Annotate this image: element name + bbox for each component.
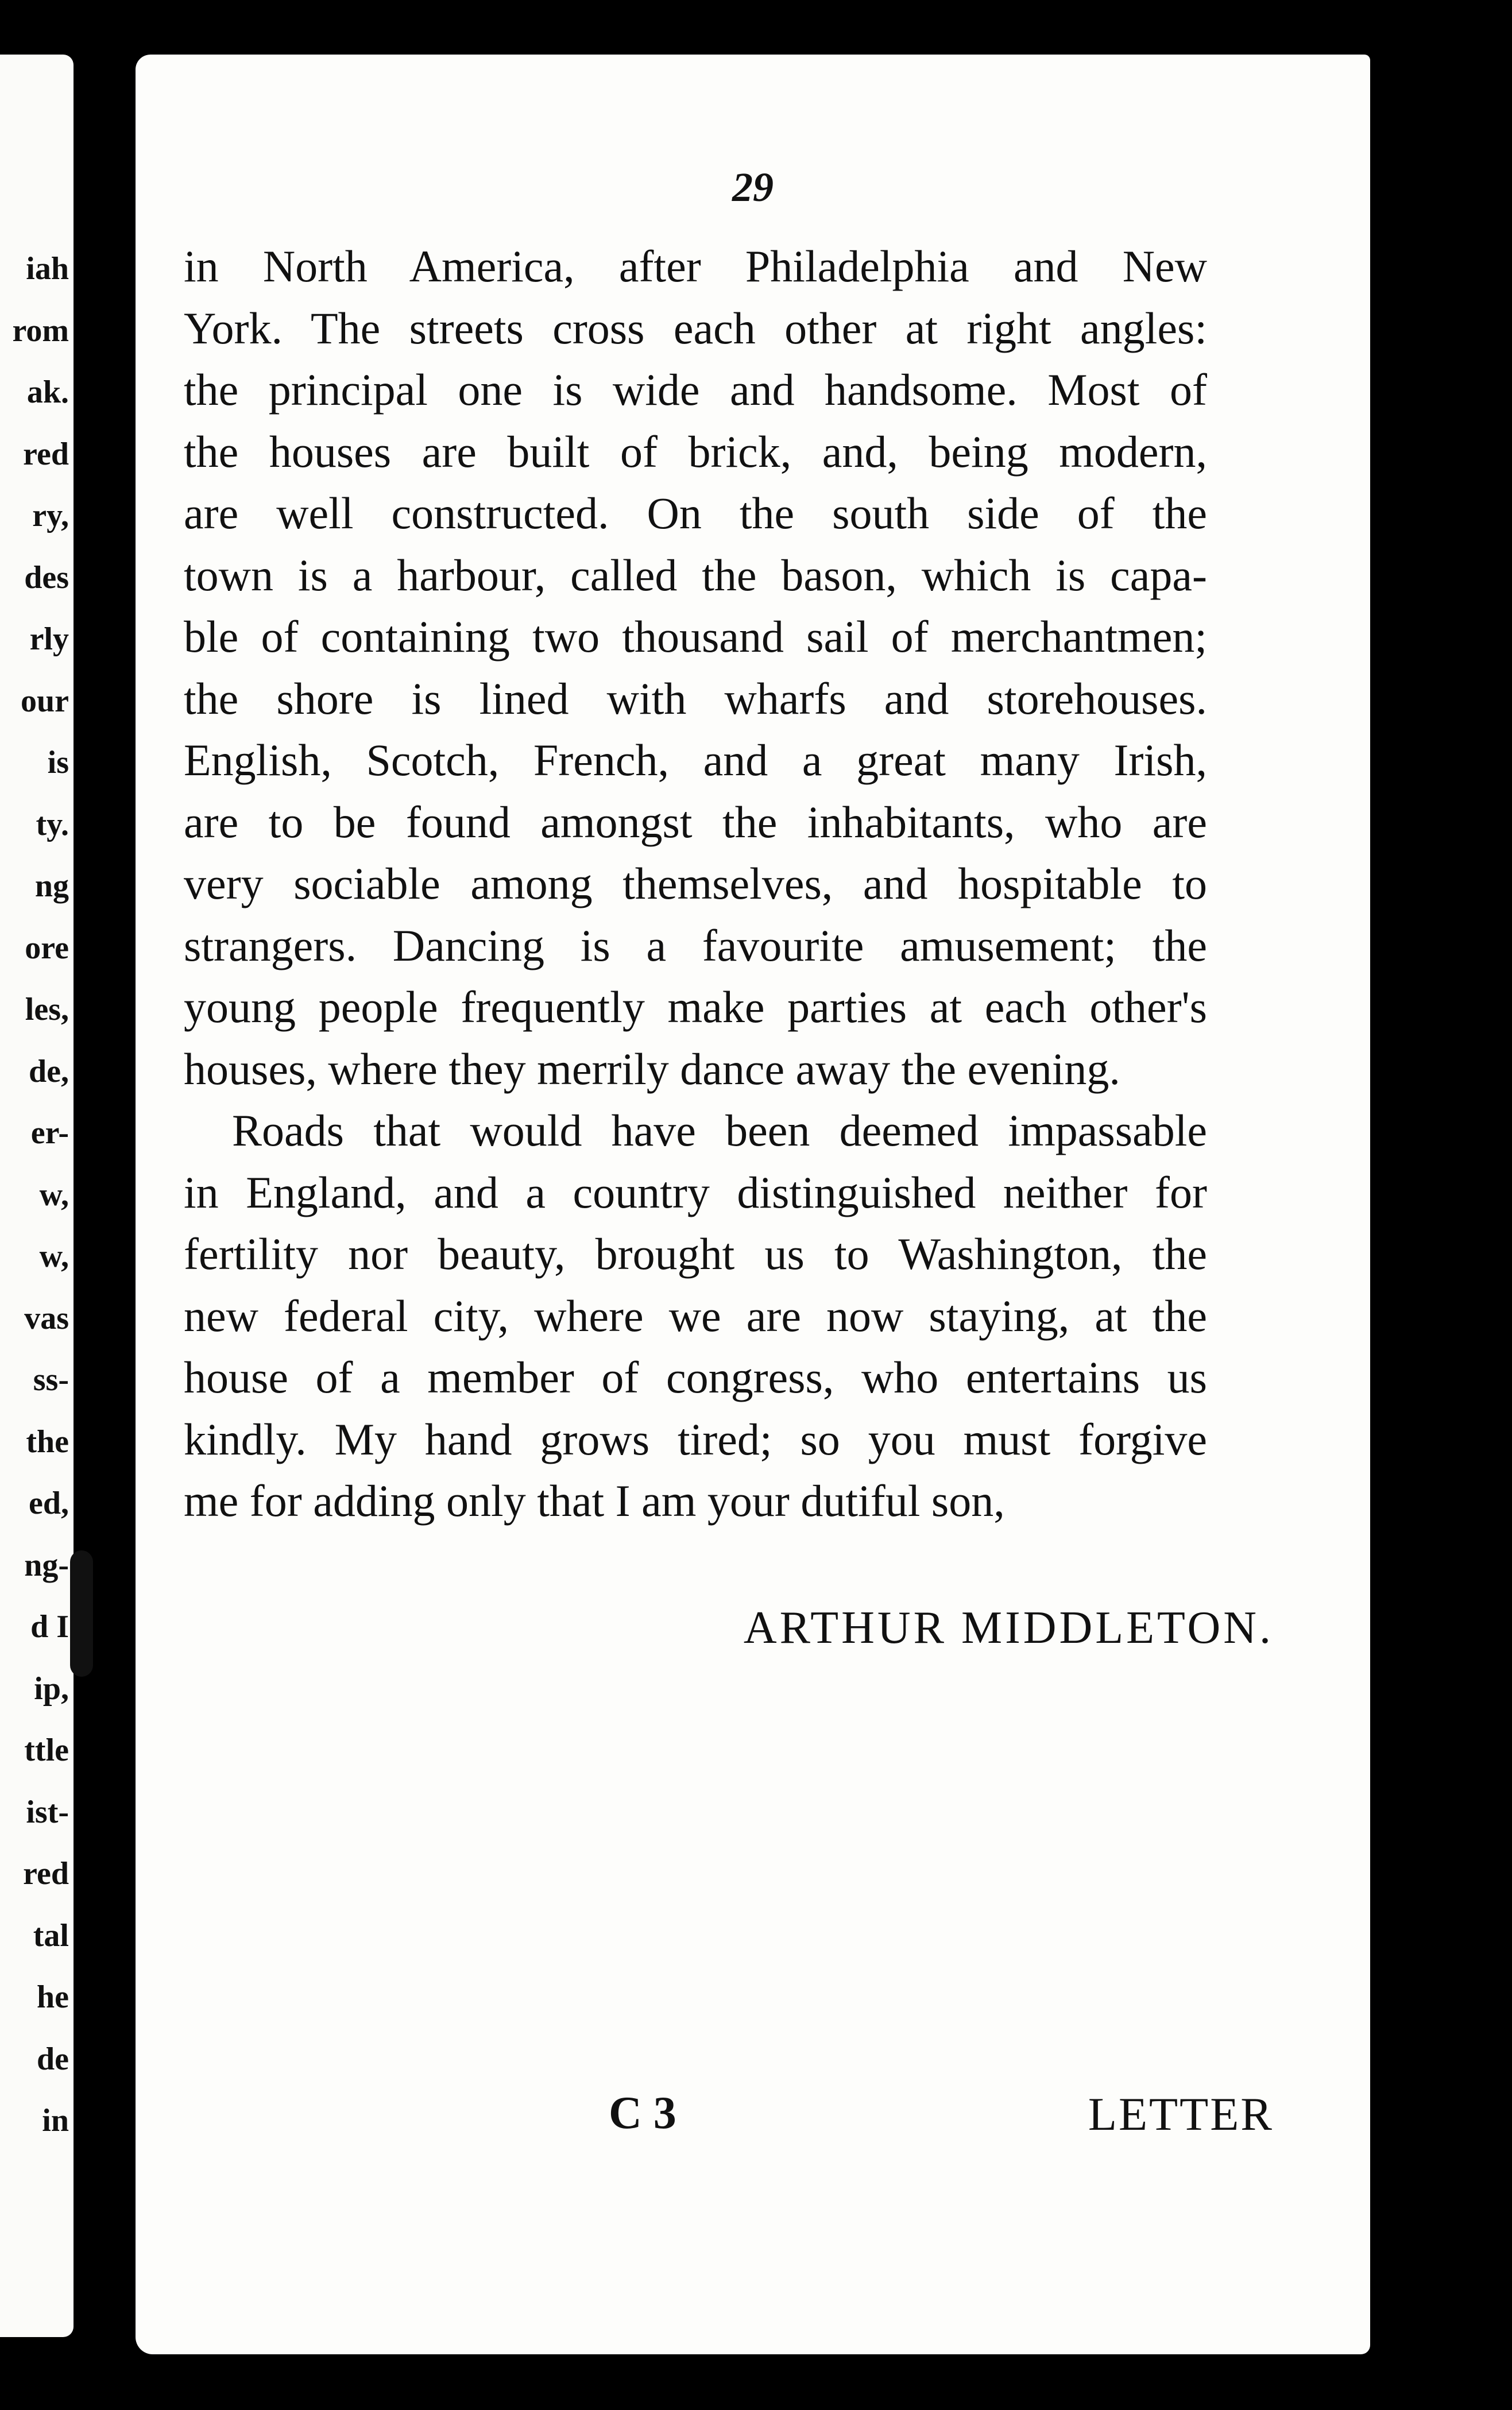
catchword: LETTER	[1088, 2088, 1274, 2140]
facing-page-line: our	[21, 683, 69, 719]
text-line: the principal one is wide and handsome. Most of	[184, 365, 1207, 415]
text-line: Roads that would have been deemed impassable	[232, 1105, 1207, 1155]
text-line: in England, and a country distinguished neither for	[184, 1167, 1207, 1217]
facing-page-line: ip,	[34, 1671, 69, 1707]
page-number: 29	[732, 164, 774, 210]
text-line: ble of containing two thousand sail of merchantmen;	[184, 612, 1207, 662]
text-line: York. The streets cross each other at right angles:	[184, 303, 1207, 353]
signature: ARTHUR MIDDLETON.	[743, 1603, 1274, 1653]
text-line: are well constructed. On the south side of the	[184, 488, 1207, 538]
facing-page-line: ak.	[26, 374, 69, 410]
book-page	[136, 55, 1370, 2354]
facing-page-line: ng	[34, 868, 69, 904]
facing-page-line: ttle	[24, 1732, 69, 1768]
facing-page-fragment	[0, 55, 74, 2337]
text-line: very sociable among themselves, and hospitable to	[184, 858, 1207, 908]
facing-page-line: red	[23, 436, 69, 472]
text-line: house of a member of congress, who entertains us	[184, 1352, 1207, 1402]
text-line: town is a harbour, called the bason, which is capa-	[184, 550, 1207, 600]
facing-page-line: tal	[33, 1918, 69, 1953]
facing-page-line: d I	[30, 1609, 69, 1645]
facing-page-line: ng-	[24, 1548, 69, 1583]
signature-mark: C 3	[609, 2088, 676, 2138]
text-line: English, Scotch, French, and a great many Irish,	[184, 735, 1207, 785]
text-line: me for adding only that I am your dutiful son,	[184, 1476, 1005, 1526]
facing-page-line: des	[24, 560, 69, 595]
text-line: are to be found amongst the inhabitants, who are	[184, 796, 1207, 847]
text-line: new federal city, where we are now staying, at the	[184, 1290, 1207, 1341]
facing-page-line: the	[26, 1424, 69, 1460]
facing-page-line: ss-	[33, 1362, 69, 1398]
facing-page-line: ry,	[32, 498, 69, 533]
facing-page-line: de,	[29, 1054, 69, 1089]
facing-page-line: red	[23, 1856, 69, 1891]
facing-page-line: he	[37, 1979, 69, 2015]
facing-page-line: ed,	[29, 1486, 69, 1521]
facing-page-line: er-	[30, 1115, 69, 1151]
text-line: strangers. Dancing is a favourite amusement; the	[184, 920, 1207, 970]
text-line: fertility nor beauty, brought us to Washington, the	[184, 1229, 1207, 1279]
body-text	[184, 235, 1207, 1532]
facing-page-line: is	[47, 745, 69, 780]
text-line: the houses are built of brick, and, being modern,	[184, 426, 1207, 477]
facing-page-line: rly	[29, 621, 69, 657]
facing-page-line: iah	[26, 251, 69, 287]
text-line: in North America, after Philadelphia and New	[184, 241, 1207, 291]
facing-page-line: ist-	[26, 1794, 69, 1830]
text-line: kindly. My hand grows tired; so you must forgive	[184, 1414, 1207, 1464]
facing-page-line: de	[37, 2041, 69, 2077]
text-line: the shore is lined with wharfs and storehouses.	[184, 673, 1207, 724]
facing-page-line: w,	[39, 1239, 69, 1274]
text-line: young people frequently make parties at each other's	[184, 982, 1207, 1032]
binding-shadow	[70, 1550, 93, 1677]
facing-page-line: rom	[12, 313, 69, 349]
text-line: houses, where they merrily dance away the evening.	[184, 1043, 1120, 1094]
facing-page-line: w,	[39, 1177, 69, 1213]
facing-page-line: ore	[25, 930, 69, 966]
facing-page-line: les,	[25, 992, 69, 1027]
facing-page-line: vas	[24, 1301, 69, 1336]
facing-page-line: in	[42, 2103, 69, 2138]
facing-page-line: ty.	[36, 807, 69, 842]
